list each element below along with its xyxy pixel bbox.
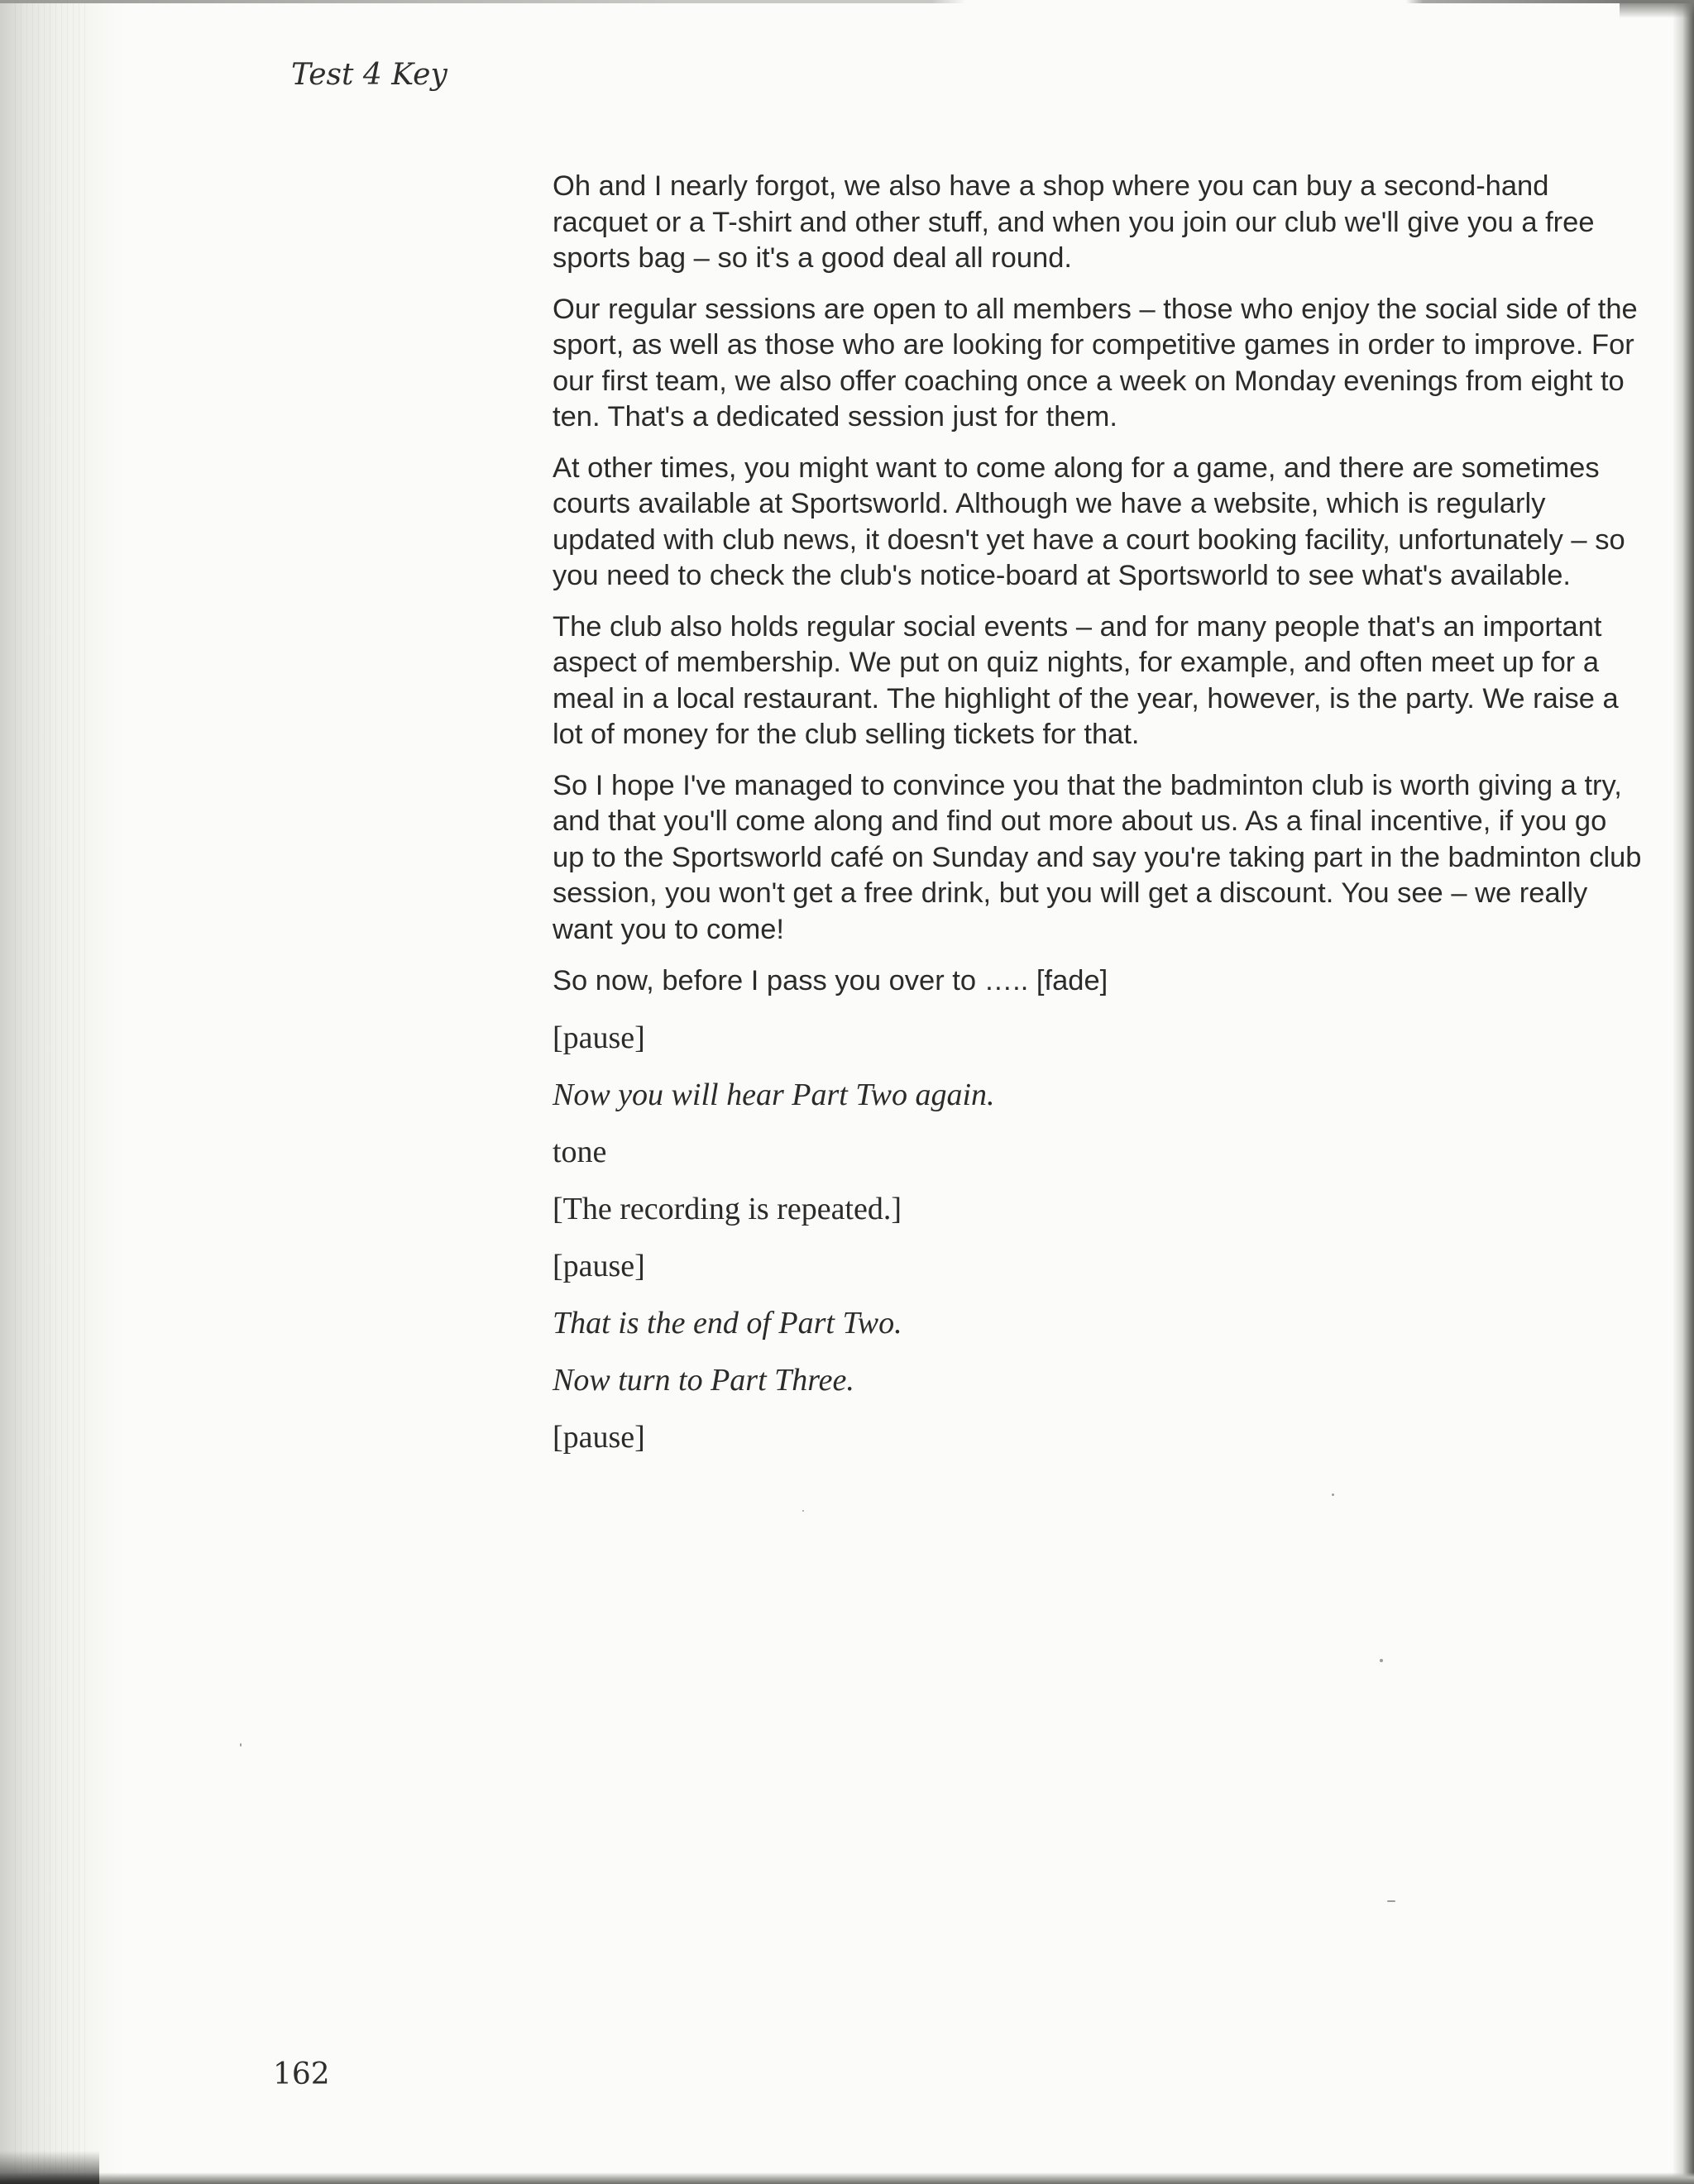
stage-direction-pause: [pause] (553, 1249, 645, 1283)
page-number: 162 (273, 2057, 330, 2091)
fade-line: So now, before I pass you over to ….. [fade] (553, 965, 1108, 996)
transcript-paragraph: At other times, you might want to come along for a game, and there are sometimes courts available at Sportsworld. Although we have a website, which is regularly updated with club news, it doesn't yet have a court booking facility, unfortunately – so you need to check the club's notice-board at Sportsworld to see what's available. (553, 452, 1625, 591)
scan-speck (1387, 1900, 1395, 1902)
page-top-right-corner (1620, 0, 1694, 18)
instruction-turn-part-three: Now turn to Part Three. (553, 1363, 854, 1398)
transcript-paragraph: Oh and I nearly forgot, we also have a shop where you can buy a second-hand racquet or a T-shirt and other stuff, and when you join our club we'll give you a free sports bag – so it's a good deal all round. (553, 170, 1595, 274)
stage-direction-pause: [pause] (553, 1020, 645, 1055)
instruction-end-part-two: That is the end of Part Two. (553, 1306, 902, 1341)
page-right-edge (1672, 0, 1694, 2184)
page-bottom-left-corner (0, 2151, 99, 2184)
page-binding-texture (15, 0, 89, 2184)
running-head: Test 4 Key (291, 58, 447, 92)
transcript-body (553, 169, 1643, 1476)
transcript-paragraph: The club also holds regular social events – and for many people that's an important aspect of membership. We put on quiz nights, for example, and often meet up for a meal in a local restaurant. The highlight of the year, however, is the party. We raise a lot of money for the club selling tickets for that. (553, 610, 1619, 750)
page-top-edge (0, 0, 1694, 3)
transcript-paragraph: Our regular sessions are open to all members – those who enjoy the social side of the sport, as well as those who are looking for competitive games in order to improve. For our first team, we also offer coaching once a week on Monday evenings from eight to ten. That's a dedicated session just for them. (553, 293, 1638, 432)
scan-speck (1332, 1493, 1334, 1496)
instruction-part-two-again: Now you will hear Part Two again. (553, 1078, 995, 1112)
scan-speck (1380, 1659, 1383, 1662)
stage-direction-repeated: [The recording is repeated.] (553, 1192, 902, 1226)
stage-direction-pause: [pause] (553, 1420, 645, 1455)
scan-speck (802, 1510, 804, 1512)
page-bottom-edge (0, 2172, 1694, 2184)
stage-direction-tone: tone (553, 1135, 607, 1169)
scan-speck (240, 1743, 242, 1747)
transcript-paragraph: So I hope I've managed to convince you that the badminton club is worth giving a try, and that you'll come along and find out more about us. As a final incentive, if you go up to the Sportsworld café on Sunday and say you're taking part in the badminton club session, you won't get a free drink, but you will get a discount. You see – we really want you to come! (553, 769, 1642, 945)
